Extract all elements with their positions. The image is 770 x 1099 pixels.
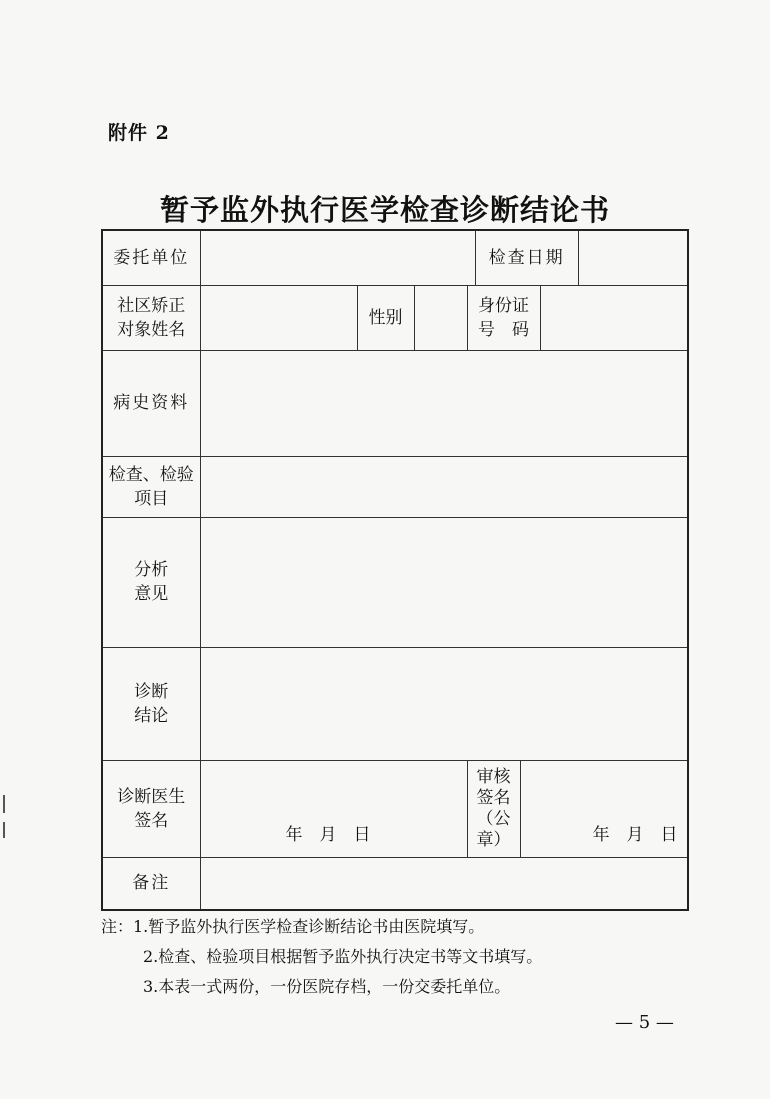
label-review-line3: （公 <box>476 808 511 829</box>
label-exam-items <box>102 456 200 517</box>
label-subject-name <box>102 285 200 350</box>
field-subject-name[interactable] <box>200 285 357 350</box>
label-id-number-line1: 身份证 <box>478 295 530 316</box>
doctor-date: 年 月 日 <box>285 824 371 845</box>
attachment-label: 附件 2 <box>108 122 170 144</box>
label-subject-name-line2: 对象姓名 <box>117 319 186 340</box>
label-analysis <box>102 517 200 647</box>
label-doctor-signature-line2: 签名 <box>134 810 169 831</box>
review-date: 年 月 日 <box>592 824 678 845</box>
field-doctor-signature[interactable] <box>200 760 467 857</box>
label-remarks: 备注 <box>102 857 200 910</box>
field-gender[interactable] <box>414 285 467 350</box>
document-title: 暂予监外执行医学检查诊断结论书 <box>159 193 610 227</box>
label-gender: 性别 <box>357 285 414 350</box>
page-number: — 5 — <box>615 1012 674 1033</box>
diagnosis-form <box>101 229 689 911</box>
label-doctor-signature <box>102 760 200 857</box>
label-review-signature <box>467 760 520 857</box>
field-analysis[interactable] <box>200 517 688 647</box>
label-subject-name-line1: 社区矫正 <box>117 295 186 316</box>
field-exam-date[interactable] <box>578 230 688 285</box>
note-3: 3.本表一式两份，一份医院存档，一份交委托单位。 <box>143 977 511 996</box>
label-exam-date: 检查日期 <box>475 230 578 285</box>
label-id-number-line2: 号 码 <box>478 319 530 340</box>
field-medical-history[interactable] <box>200 350 688 456</box>
field-exam-items[interactable] <box>200 456 688 517</box>
field-entrusting-unit[interactable] <box>200 230 475 285</box>
label-id-number <box>467 285 540 350</box>
label-analysis-line1: 分析 <box>134 560 169 580</box>
field-remarks[interactable] <box>200 857 688 910</box>
label-analysis-line2: 意见 <box>134 584 169 604</box>
label-exam-items-line1: 检查、检验 <box>108 464 194 485</box>
field-id-number[interactable] <box>540 285 688 350</box>
label-medical-history: 病史资料 <box>102 350 200 456</box>
note-1: 注：1.暂予监外执行医学检查诊断结论书由医院填写。 <box>101 917 485 936</box>
label-review-line1: 审核 <box>476 766 511 787</box>
label-conclusion-line1: 诊断 <box>134 681 169 702</box>
label-doctor-signature-line1: 诊断医生 <box>117 786 186 807</box>
note-2: 2.检查、检验项目根据暂予监外执行决定书等文书填写。 <box>143 947 543 966</box>
label-conclusion <box>102 647 200 760</box>
field-review-signature[interactable] <box>520 760 688 857</box>
label-exam-items-line2: 项目 <box>134 488 169 509</box>
scan-mark-1 <box>3 795 5 813</box>
field-conclusion[interactable] <box>200 647 688 760</box>
label-review-line4: 章） <box>476 829 511 850</box>
label-review-line2: 签名 <box>476 787 511 808</box>
label-entrusting-unit: 委托单位 <box>102 230 200 285</box>
scan-mark-2 <box>3 822 5 838</box>
label-conclusion-line2: 结论 <box>134 705 169 726</box>
notes <box>101 912 542 1002</box>
